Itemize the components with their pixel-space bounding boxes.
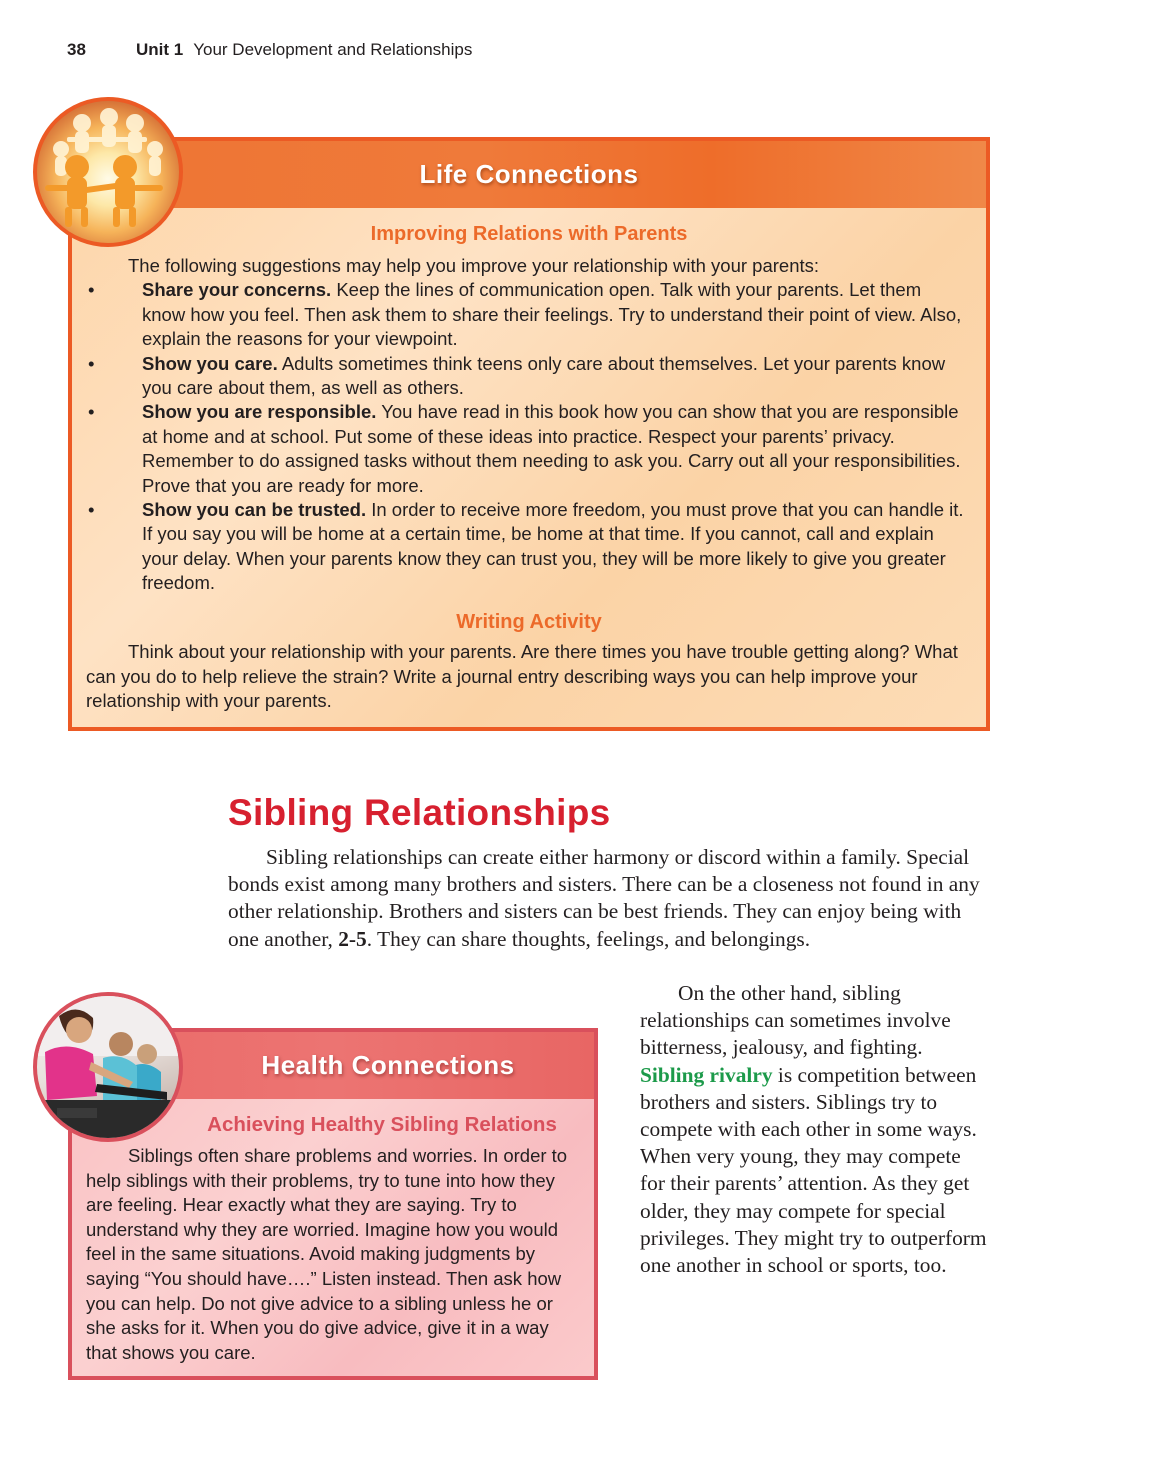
list-item-lead: Share your concerns. <box>142 279 332 301</box>
list-item-text: You have read in this book how you can show that you are responsible at home and at school. Put some of these ideas into practice. Respect your parents’ privacy. Remember to do assigned tasks without them needing to ask you. Carry out all your responsibilities. Prove that you are ready for more. <box>142 401 961 496</box>
list-item-lead: Show you are responsible. <box>142 401 377 423</box>
writing-activity-text: Think about your relationship with your parents. Are there times you have trouble getting along? What can you do to help relieve the strain? Write a journal entry describing ways you can help improve your relationship with your parents. <box>86 641 958 711</box>
unit-label: Unit 1 <box>136 40 184 59</box>
life-connections-title: Life Connections <box>419 159 639 189</box>
health-connections-text: Siblings often share problems and worries. In order to help siblings with their problems, try to tune into how they are feeling. Hear exactly what they are saying. Try to understand why they are worried. Imagine how you would feel in the same situations. Avoid making judgments by saying “You should have….” Listen instead. Then ask how you can help. Do not give advice to a sibling unless he or she asks for it. When you do give advice, give it in a way that shows you care. <box>86 1145 568 1363</box>
list-item <box>86 400 972 498</box>
unit-title: Your Development and Relationships <box>193 40 473 59</box>
list-item-lead: Show you care. <box>142 352 278 374</box>
list-item-text: Keep the lines of communication open. Talk with your parents. Let them know how you feel. Then ask them to share their feelings. Try to understand their point of view. Also, explain the reasons for your viewpoint. <box>142 279 962 350</box>
list-item <box>86 498 972 596</box>
life-connections-box <box>68 137 990 731</box>
section-heading: Sibling Relationships <box>228 792 611 833</box>
paper-dolls-icon <box>37 101 179 243</box>
list-item <box>86 278 972 351</box>
bullet-icon: • <box>88 352 95 374</box>
paragraph-text: Sibling relationships can create either harmony or discord within a family. Special bonds exist among many brothers and sisters. There can be a closeness not found in any other relationship. Brothers and sisters can be best friends. They can enjoy being with one another, <box>228 845 980 951</box>
key-term: Sibling rivalry <box>640 1062 773 1087</box>
bullet-icon: • <box>88 401 95 423</box>
list-item-lead: Show you can be trusted. <box>142 499 367 521</box>
exercise-bike-icon <box>37 996 179 1138</box>
health-connections-title: Health Connections <box>261 1050 515 1080</box>
health-connections-subheading: Achieving Healthy Sibling Relations <box>207 1113 557 1136</box>
suggestion-list <box>86 278 972 595</box>
sibling-paragraph-2 <box>640 980 990 1279</box>
paper-dolls-image <box>33 97 183 247</box>
exercise-photo <box>33 992 183 1142</box>
figure-reference: 2-5 <box>338 926 367 951</box>
page-number: 38 <box>67 40 86 59</box>
paragraph-text: is competition between brothers and sisters. Siblings try to compete with each other in some ways. When very young, they may compete for their parents’ attention. As they get older, they may compete for special privileges. They might try to outperform one another in school or sports, too. <box>640 1062 987 1278</box>
health-connections-body <box>86 1144 584 1365</box>
sibling-paragraph-1 <box>228 844 988 953</box>
life-connections-banner <box>72 141 986 208</box>
paragraph-text: On the other hand, sibling relationships can sometimes involve bitterness, jealousy, and fighting. <box>640 981 951 1060</box>
life-connections-body <box>86 254 972 713</box>
writing-activity-heading: Writing Activity <box>456 610 602 633</box>
bullet-icon: • <box>88 279 95 301</box>
running-header <box>67 40 472 60</box>
list-item <box>86 352 972 401</box>
paragraph-text: . They can share thoughts, feelings, and belongings. <box>366 926 811 951</box>
list-item-text: Adults sometimes think teens only care about themselves. Let your parents know you care about them, as well as others. <box>142 352 946 399</box>
list-item-text: In order to receive more freedom, you must prove that you can handle it. If you say you will be home at a certain time, be home at that time. If you cannot, call and explain your delay. When your parents know they can trust you, they will be more likely to give you greater freedom. <box>142 499 964 594</box>
life-connections-intro: The following suggestions may help you improve your relationship with your parents: <box>128 255 820 276</box>
life-connections-subheading: Improving Relations with Parents <box>370 223 688 245</box>
bullet-icon: • <box>88 499 95 521</box>
